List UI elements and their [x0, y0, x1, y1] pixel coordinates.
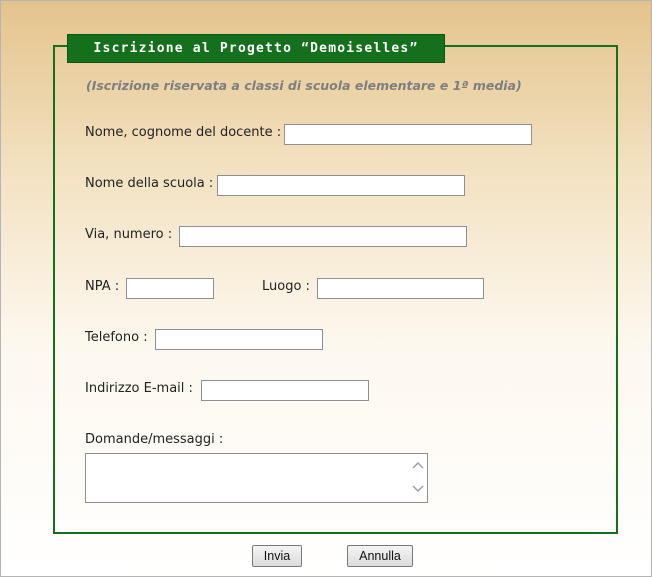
chevron-down-icon[interactable] [411, 482, 425, 498]
street-input[interactable] [179, 226, 467, 247]
messages-scrollbar[interactable] [409, 454, 427, 502]
form-subtitle: (Iscrizione riservata a classi di scuola elementare e 1ª media) [86, 78, 522, 93]
place-label: Luogo : [262, 279, 310, 294]
teacher-name-label: Nome, cognome del docente : [85, 125, 282, 140]
email-label: Indirizzo E-mail : [85, 381, 193, 396]
npa-input[interactable] [126, 278, 214, 299]
form-legend: Iscrizione al Progetto “Demoiselles” [67, 34, 445, 63]
chevron-up-icon[interactable] [411, 458, 425, 474]
school-name-label: Nome della scuola : [85, 176, 214, 191]
submit-button[interactable]: Invia [252, 545, 302, 567]
messages-textarea-frame [85, 453, 428, 503]
npa-label: NPA : [85, 279, 120, 294]
school-name-input[interactable] [217, 175, 465, 196]
messages-textarea[interactable] [86, 454, 409, 502]
email-input[interactable] [201, 380, 369, 401]
phone-label: Telefono : [85, 330, 148, 345]
place-input[interactable] [317, 278, 484, 299]
messages-label: Domande/messaggi : [85, 432, 224, 447]
phone-input[interactable] [155, 329, 323, 350]
teacher-name-input[interactable] [284, 124, 532, 145]
cancel-button[interactable]: Annulla [347, 545, 413, 567]
street-label: Via, numero : [85, 227, 173, 242]
